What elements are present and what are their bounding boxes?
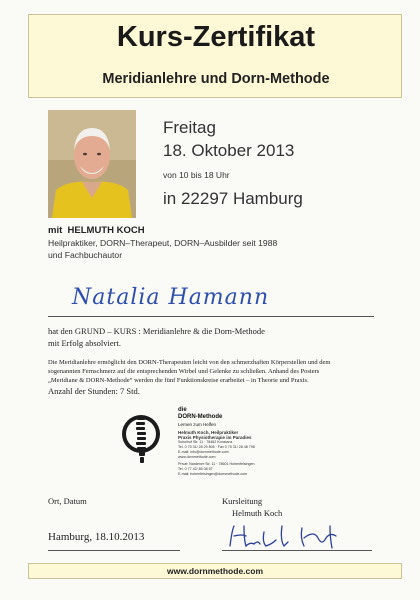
course-line: hat den GRUND – KURS : Meridianlehre & die Dorn-Methode — [48, 326, 265, 336]
stamp-addr-5: Privat: Nardener Str. 11 · 78601 Hohenfelsingen — [178, 462, 255, 466]
stamp-person: Helmuth Koch, Heilpraktiker — [178, 430, 239, 435]
event-location: in 22297 Hamburg — [163, 189, 303, 208]
participant-underline — [48, 316, 374, 317]
course-result: mit Erfolg absolviert. — [48, 338, 121, 348]
instructor-credentials: Heilpraktiker, DORN–Therapeut, DORN–Ausbilder seit 1988 — [48, 238, 278, 248]
stamp-logo — [178, 407, 222, 428]
certificate-title: Kurs-Zertifikat — [116, 21, 316, 53]
event-weekday: Freitag — [163, 118, 216, 137]
stamp-addr-6: Tel. 0 77 42/ 85 08 67 — [178, 467, 213, 471]
event-time: von 10 bis 18 Uhr — [163, 170, 230, 180]
event-date: 18. Oktober 2013 — [163, 141, 295, 160]
course-lead-label: Kursleitung — [222, 496, 263, 506]
stamp-addr-1: Schulhof Str. 11 · 78462 Konstanz — [178, 440, 233, 444]
place-date-line — [48, 550, 180, 551]
stamp-logo-main: DORN-Methode — [178, 414, 223, 420]
handwritten-signature-icon — [226, 522, 346, 552]
dorn-logo-icon — [120, 404, 162, 468]
instructor-credentials-2: und Fachbuchautor — [48, 250, 123, 260]
stamp-addr-3: E-mail: info@dornmethode.com — [178, 450, 229, 454]
stamp-addr-7: E-mail: hohenfelsingen@dornmethode.com — [178, 472, 248, 476]
stamp-logo-top: die — [178, 407, 187, 413]
stamp-addr-4: www.dornmethode.com — [178, 455, 216, 459]
instructor-prefix: mit — [48, 225, 63, 236]
course-description-3: „Meridiane & DORN-Methode“ werden die fünf Funktionskreise erarbeitet – in Theorie und Praxis. — [48, 377, 309, 384]
instructor-name: HELMUTH KOCH — [67, 225, 145, 236]
course-description-2: sogenannten Fernschmerz auf die entsprechenden Wirbel und Gelenke zu schließen. Anhand des Posters — [48, 368, 320, 375]
footer-bar — [28, 563, 402, 579]
stamp-addr-2: Tel. 0 75 31/ 28 29 805 · Fax 0 75 31/ 28 48 798 — [178, 445, 255, 449]
stamp-practice: Praxis Physiotherapie im Paradies — [178, 435, 252, 440]
title-banner — [28, 14, 402, 98]
stamp-address — [178, 430, 255, 477]
instructor-heading — [48, 225, 145, 236]
instructor-photo — [48, 110, 136, 218]
stamp-logo-sub: Lernen zum Helfen — [178, 422, 217, 427]
footer-url: www.dornmethode.com — [166, 566, 264, 576]
participant-name: Natalia Hamann — [72, 285, 270, 310]
place-date-value: Hamburg, 18.10.2013 — [48, 531, 145, 543]
course-lead-name: Helmuth Koch — [232, 508, 283, 518]
place-date-label: Ort, Datum — [48, 496, 87, 506]
certificate-subtitle: Meridianlehre und Dorn-Methode — [102, 71, 330, 87]
course-description-1: Die Meridianlehre ermöglicht den DORN-Therapeuten leicht von den schmerzhaften Körperstellen und dem — [48, 359, 331, 366]
course-hours: Anzahl der Stunden: 7 Std. — [48, 386, 140, 396]
